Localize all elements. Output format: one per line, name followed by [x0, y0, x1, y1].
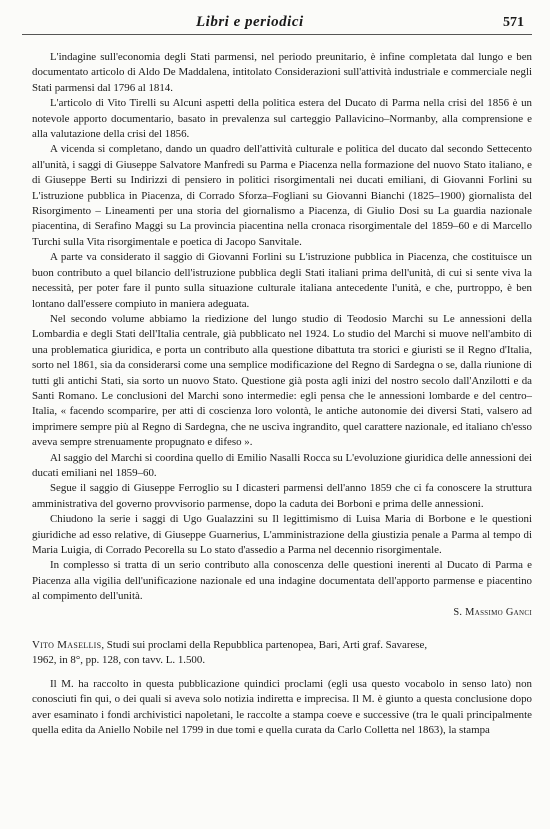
page-header: [0, 14, 550, 34]
review-signature: S. Massimo Ganci: [453, 606, 532, 618]
paragraph-4: A parte va considerato il saggio di Giovanni Forlini su L'istruzione pubblica in Piacenza, che costituisce un buon contributo a quel bilancio dell'istruzione pubblica degli Stati italiani prima dell'unità, di cui si sente viva la necessità, per poter fare il punto sulla situazione culturale italiana antecedente l'unità, e che, purtroppo, è ben lontano dall'essere compiuto in maniera adeguata.: [32, 251, 532, 310]
review-title: , Studi sui proclami della Repubblica partenopea, Bari, Arti graf. Savarese,: [101, 639, 428, 652]
paragraph-1: L'indagine sull'economia degli Stati parmensi, nel periodo preunitario, è infine completata dal lungo e ben documentato articolo di Aldo De Maddalena, intitolato Considerazioni sull'attività industriale e commerciale negli Stati parmensi dal 1796 al 1814.: [32, 51, 532, 94]
page-number: 571: [503, 15, 524, 30]
review-citation: [32, 638, 532, 669]
paragraph-8: Chiudono la serie i saggi di Ugo Gualazzini su Il legittimismo di Luisa Maria di Borbone e le questioni giuridiche ad esso relative, di Giuseppe Guarnerius, L'amministrazione della giustizia penale a Parma al tempo di Maria Luigia, di Corrado Pecorella su Lo stato d'assedio a Parma nel decennio risorgimentale.: [32, 513, 532, 556]
paragraph-9: In complesso si tratta di un serio contributo alla conoscenza delle questioni inerenti al Ducato di Parma e Piacenza alla vigilia dell'unificazione nazionale ed una indagine documentata dell'apporto parmense e piacentino al compimento dell'unità.: [32, 559, 532, 603]
page-body: [32, 50, 532, 738]
paragraph-5: Nel secondo volume abbiamo la riedizione del lungo studio di Teodosio Marchi su Le annessioni della Lombardia e degli Stati dell'Italia centrale, già pubblicato nel 1924. Lo studio del Marchi si muove nell'ambito di una problematica giuridica, e porta un contributo alla questione dibattuta tra storici e giuristi se il Regno d'Italia, sorto nel 1861, sia da considerarsi come una semplice modificazione del Regno di Sardegna o se, dalla riunione di tutti gli antichi Stati, sia sorto un nuovo Stato. Questione già posta agli inizi del nostro secolo dall'Anzilotti e da Santi Romano. Le conclusioni del Marchi sono intermedie: egli pensa che le annessioni lombarde e del centro–Italia, « facendo scomparire, per atti di coscienza loro volontà, le antiche autonomie dei diversi Stati, valsero ad imprimere sempre più al Regno di Sardegna, che ne usciva ingrandito, quel carattere nazionale, ed italiano ch'esso aveva sempre strenuamente propugnato e difeso ».: [32, 312, 532, 449]
paragraph-3: A vicenda si completano, dando un quadro dell'attività culturale e politica del ducato dal secondo Settecento all'unità, i saggi di Giuseppe Salvatore Manfredi su Parma e Piacenza nella formazione del nuovo Stato italiano, e di Giuseppe Berti su Indirizzi di pensiero in politici risorgimentali nei ducati emiliani, di Giovanni Forlini su L'istruzione pubblica in Piacenza, di Corrado Sforza–Fogliani su Giovanni Bianchi (1825–1900) giornalista del Risorgimento – Lineamenti per una storia del giornalismo a Piacenza, di Giulio Dosi su La guardia nazionale piacentina, di Serafino Maggi su La provincia piacentina nella cronaca risorgimentale del 1859–60 e di Marcello Turchi sulla Vita risorgimentale e poetica di Jacopo Sanvitale.: [32, 143, 532, 248]
paragraph-2: L'articolo di Vito Tirelli su Alcuni aspetti della politica estera del Ducato di Parma nella crisi del 1856 è un notevole apporto documentario, basato in prevalenza sul carteggio Pallavicino–Normanby, alla comprensione e alla valutazione della crisi del 1856.: [32, 97, 532, 141]
review-author: Vito Masellis: [32, 639, 102, 652]
review-paragraph-1: Il M. ha raccolto in questa pubblicazione quindici proclami (egli usa questo vocabolo in senso lato) non conosciuti fin qui, o dei quali si aveva solo notizia indiretta e imprecisa. Il M. è giunto a questa conclusione dopo aver esaminato i fondi archivistici napoletani, le raccolte a stampa coeve e successive (tra le quali principalmente quella edita da Aniello Nobile nel 1799 in due tomi e quella curata da Carlo Colletta nel 1863), la stampa: [32, 677, 532, 737]
review-publication-line: 1962, in 8°, pp. 128, con tavv. L. 1.500.: [32, 654, 206, 667]
paragraph-6: Al saggio del Marchi si coordina quello di Emilio Nasalli Rocca su L'evoluzione giuridica delle annessioni dei ducati emiliani nel 1859–60.: [32, 451, 532, 479]
header-rule: [22, 34, 532, 35]
paragraph-7: Segue il saggio di Giuseppe Ferroglio su I dicasteri parmensi dell'anno 1859 che ci fa conoscere la struttura amministrativa del governo provvisorio parmense, dopo la caduta dei Borboni e prima delle annessioni.: [32, 482, 532, 510]
running-head: Libri e periodici: [196, 14, 304, 30]
